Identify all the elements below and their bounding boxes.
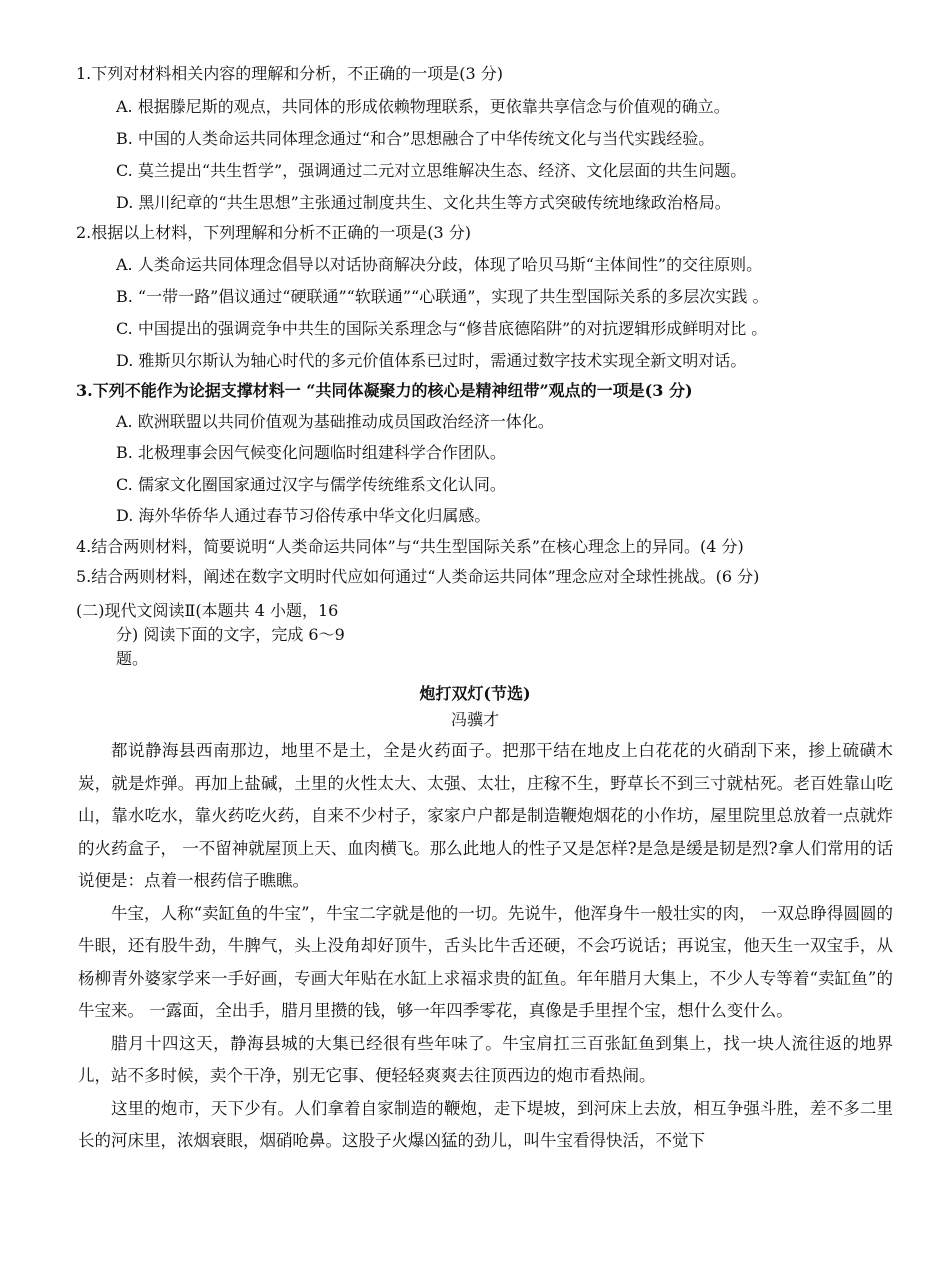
article-body	[78, 735, 893, 1158]
article-paragraph-2: 牛宝，人称“卖缸鱼的牛宝”，牛宝二字就是他的一切。先说牛，他浑身牛一般壮实的肉， 一双总睁得圆圆的牛眼，还有股牛劲，牛脾气，头上没角却好顶牛，舌头比牛舌还硬，不会巧说话；再说宝，他天生一双宝手，从杨柳青外婆家学来一手好画，专画大年贴在水缸上求福求贵的缸鱼。年年腊月大集上，不少人专等着“卖缸鱼”的牛宝来。 一露面，全出手，腊月里攒的钱，够一年四季零花，真像是手里捏个宝，想什么变什么。	[78, 903, 893, 1020]
q3-option-a: A. 欧洲联盟以共同价值观为基础推动成员国政治经济一体化。	[116, 412, 554, 431]
q3-option-b: B. 北极理事会因气候变化问题临时组建科学合作团队。	[116, 443, 506, 462]
article-paragraph-1: 都说静海县西南那边，地里不是土，全是火药面子。把那干结在地皮上白花花的火硝刮下来，掺上硫磺木炭，就是炸弹。再加上盐碱，土里的火性太大、太强、太壮，庄稼不生，野草长不到三寸就枯死。老百姓靠山吃山，靠水吃水，靠火药吃火药，自来不少村子，家家户户都是制造鞭炮烟花的小作坊，屋里院里总放着一点就炸的火药盒子， 一不留神就屋顶上天、血肉横飞。那么此地人的性子又是怎样?是急是缓是韧是烈?拿人们常用的话说便是：点着一根药信子瞧瞧。	[78, 741, 893, 890]
q4-question: 4.结合两则材料，简要说明“人类命运共同体”与“共生型国际关系”在核心理念上的异同。(4 分)	[76, 537, 744, 556]
section-heading-line1: (二)现代文阅读Ⅱ(本题共 4 小题，16	[76, 601, 339, 620]
q2-option-b: B. “一带一路”倡议通过“硬联通”“软联通”“心联通”，实现了共生型国际关系的多层次实践 。	[116, 287, 769, 306]
q3-option-d: D. 海外华侨华人通过春节习俗传承中华文化归属感。	[116, 506, 491, 525]
section-heading-line3: 题。	[116, 649, 149, 668]
article-title: 炮打双灯(节选)	[419, 684, 531, 703]
q1-option-a: A. 根据滕尼斯的观点，共同体的形成依赖物理联系，更依靠共享信念与价值观的确立。	[116, 97, 730, 116]
q1-stem: 1.下列对材料相关内容的理解和分析，不正确的一项是(3 分)	[76, 64, 504, 83]
q1-option-d: D. 黑川纪章的“共生思想”主张通过制度共生、文化共生等方式突破传统地缘政治格局。	[116, 193, 731, 212]
q2-stem: 2.根据以上材料，下列理解和分析不正确的一项是(3 分)	[76, 223, 472, 242]
q2-option-c: C. 中国提出的强调竞争中共生的国际关系理念与“修昔底德陷阱”的对抗逻辑形成鲜明对比 。	[116, 319, 768, 338]
article-paragraph-3: 腊月十四这天，静海县城的大集已经很有些年味了。牛宝肩扛三百张缸鱼到集上，找一块人流往返的地界儿，站不多时候，卖个干净，别无它事、便轻轻爽爽去往顶西边的炮市看热闹。	[78, 1033, 893, 1085]
q1-option-b: B. 中国的人类命运共同体理念通过“和合”思想融合了中华传统文化与当代实践经验。	[116, 129, 715, 148]
q2-option-d: D. 雅斯贝尔斯认为轴心时代的多元价值体系已过时，需通过数字技术实现全新文明对话。	[116, 351, 747, 370]
article-paragraph-4: 这里的炮市，天下少有。人们拿着自家制造的鞭炮，走下堤坡，到河床上去放，相互争强斗胜，差不多二里长的河床里，浓烟衰眼，烟硝呛鼻。这股子火爆凶猛的劲儿，叫牛宝看得快活，不觉下	[78, 1098, 893, 1150]
q1-option-c: C. 莫兰提出“共生哲学”，强调通过二元对立思维解决生态、经济、文化层面的共生问题。	[116, 161, 747, 180]
q3-stem: 3.下列不能作为论据支撑材料一 “共同体凝聚力的核心是精神纽带”观点的一项是(3 分)	[76, 381, 693, 400]
q5-question: 5.结合两则材料，阐述在数字文明时代应如何通过“人类命运共同体”理念应对全球性挑战。(6 分)	[76, 567, 760, 586]
article-author: 冯骥才	[450, 710, 499, 729]
q3-option-c: C. 儒家文化圈国家通过汉字与儒学传统维系文化认同。	[116, 475, 506, 494]
q2-option-a: A. 人类命运共同体理念倡导以对话协商解决分歧，体现了哈贝马斯“主体间性”的交往原则。	[116, 255, 763, 274]
section-heading-line2: 分) 阅读下面的文字，完成 6～9	[116, 625, 345, 644]
